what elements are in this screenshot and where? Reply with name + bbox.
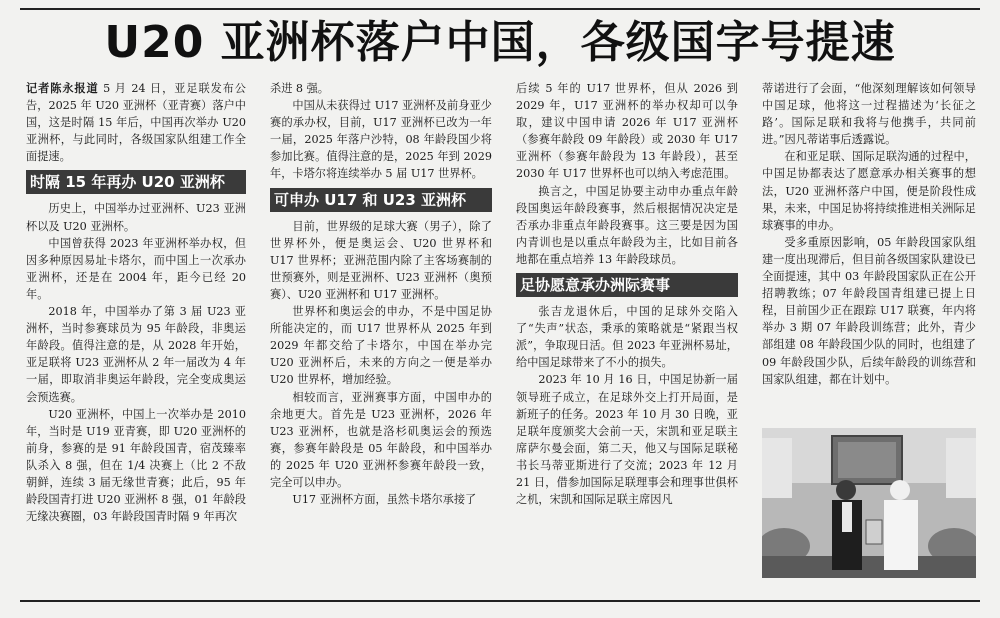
paragraph: 后续 5 年的 U17 世界杯，但从 2026 到 2029 年，U17 亚洲杯的举办权却可以争取，建议中国申请 2026 年 U17 亚洲杯（参赛年龄段 09 年龄段）或 2030 年 U17 亚洲杯（参赛年龄段为 13 年龄段），甚至 2030 年 U17 世界杯也可以纳入考虑范围。 bbox=[516, 82, 738, 181]
headline: U20 亚洲杯落户中国，各级国字号提速 bbox=[104, 17, 896, 68]
subheading-2: 可申办 U17 和 U23 亚洲杯 bbox=[270, 188, 492, 212]
photo-illustration bbox=[762, 428, 976, 578]
byline: 记者陈永报道 bbox=[26, 82, 99, 95]
bottom-rule bbox=[20, 600, 980, 602]
lead-text: 5 月 24 日，亚足联发布公告，2025 年 U20 亚洲杯（亚青赛）落户中国，这是时隔 15 年后，中国再次举办 U20 亚洲杯，与此同时，各级国家队组建工作全面提速。 bbox=[26, 82, 246, 164]
lead-paragraph bbox=[26, 80, 246, 165]
article-column-4 bbox=[762, 80, 976, 424]
paragraph: 世界杯和奥运会的申办，不是中国足协所能决定的，而 U17 世界杯从 2025 年到 2029 年都交给了卡塔尔，中国在举办完 U20 亚洲杯后，未来的方向之一便是举办 U20 世界杯，增加经验。 bbox=[270, 305, 492, 387]
paragraph: 换言之，中国足协要主动申办重点年龄段国奥运年龄段赛事，然后根据情况决定是否承办非重点年龄段赛事。这三要是因为国内青训也是以重点年龄段为主，比如目前各地都在重点培养 13 年龄段球员。 bbox=[516, 184, 738, 266]
paragraph: 张吉龙退休后，中国的足球外交陷入了“失声”状态，秉承的策略就是“紧跟当权派”，争取现日活。但 2023 年亚洲杯易址，给中国足球带来了不小的损失。 bbox=[516, 305, 738, 370]
paragraph: 杀进 8 强。 bbox=[270, 82, 329, 95]
paragraph: U17 亚洲杯方面，虽然卡塔尔承接了 bbox=[292, 493, 477, 507]
paragraph: 蒂诺进行了会面，“他深刻理解该如何领导中国足球，他将这一过程描述为‘长征之路’。国际足联和我将与他携手，共同前进。”因凡蒂诺事后透露说。 bbox=[762, 82, 976, 147]
paragraph: U20 亚洲杯，中国上一次举办是 2010 年，当时是 U19 亚青赛，即 U20 亚洲杯的前身，参赛的是 91 年龄段国青，宿茂臻率队杀入 8 强，但在 1/4 决赛上（比 2 不敌朝鲜，连续 3 届无缘世青赛；此后，95 年龄段国青打进 U20 亚洲杯 8 强，01 年龄段无缘决赛圈，03 年龄段国青时隔 9 年再次 bbox=[26, 407, 246, 524]
paragraph: 目前，世界级的足球大赛（男子），除了世界杯外，便是奥运会、U20 世界杯和 U17 世界杯；亚洲范围内除了主客场赛制的世预赛外，则是亚洲杯、U23 亚洲杯（奥预赛）、U20 亚洲杯和 U17 亚洲杯。 bbox=[270, 219, 492, 301]
article-column-1 bbox=[26, 80, 246, 596]
paragraph: 历史上，中国举办过亚洲杯、U23 亚洲杯以及 U20 亚洲杯。 bbox=[26, 202, 246, 233]
article-column-2 bbox=[270, 80, 492, 596]
paragraph: 相较而言，亚洲赛事方面，中国申办的余地更大。首先是 U23 亚洲杯，2026 年 U23 亚洲杯，也就是洛杉矶奥运会的预选赛，参赛年龄段是 05 年龄段，和中国举办的 2025 年 U20 亚洲杯参赛年龄段一致，完全可以申办。 bbox=[270, 390, 492, 489]
news-photo bbox=[762, 428, 976, 578]
paragraph: 在和亚足联、国际足联沟通的过程中，中国足协都表达了愿意承办相关赛事的想法，U20 亚洲杯落户中国，便是阶段性成果，未来，中国足协将持续推进相关洲际足球赛事的申办。 bbox=[762, 150, 976, 232]
article-column-3 bbox=[516, 80, 738, 596]
top-rule bbox=[20, 8, 980, 10]
paragraph: 受多重原因影响，05 年龄段国家队组建一度出现滞后，但目前各级国家队建设已全面提速，其中 03 年龄段国家队正在公开招聘教练；07 年龄段国青组建已提上日程，目前国少正在跟踪 U17 联赛，年内将举办 3 期 07 年龄段训练营；此外，青少部组建 08 年龄段国少队的同时，也组建了 09 年龄段国少队，后续年龄段的训练营和国家队组建，都在计划中。 bbox=[762, 235, 976, 386]
paragraph: 中国从未获得过 U17 亚洲杯及前身亚少赛的承办权，目前，U17 亚洲杯已改为一年一届，2025 年落户沙特，08 年龄段国少将参加比赛。值得注意的是，2025 年到 2029 年，卡塔尔将连续举办 5 届 U17 世界杯。 bbox=[270, 99, 492, 181]
subheading-3: 足协愿意承办洲际赛事 bbox=[516, 273, 738, 297]
paragraph: 2018 年，中国举办了第 3 届 U23 亚洲杯，当时参赛球员为 95 年龄段，非奥运年龄段。值得注意的是，从 2028 年开始，亚足联将 U23 亚洲杯从 2 年一届改为 4 年一届，即取消非奥运年龄段，完全变成奥运会预选赛。 bbox=[26, 305, 246, 404]
paragraph: 2023 年 10 月 16 日，中国足协新一届领导班子成立，在足球外交上打开局面，是新班子的任务。2023 年 10 月 30 日晚，亚足联年度颁奖大会前一天，宋凯和亚足联主席萨尔曼会面，第二天，他又与国际足联秘书长马蒂亚斯进行了交流；2023 年 12 月 21 日，借参加国际足联理事会和理事世俱杯之机，宋凯和国际足联主席因凡 bbox=[516, 373, 738, 507]
subheading-1: 时隔 15 年再办 U20 亚洲杯 bbox=[26, 170, 246, 194]
paragraph: 中国曾获得 2023 年亚洲杯举办权，但因多种原因易址卡塔尔，而中国上一次承办亚洲杯，还是在 2004 年，距今已经 20 年。 bbox=[26, 236, 246, 301]
